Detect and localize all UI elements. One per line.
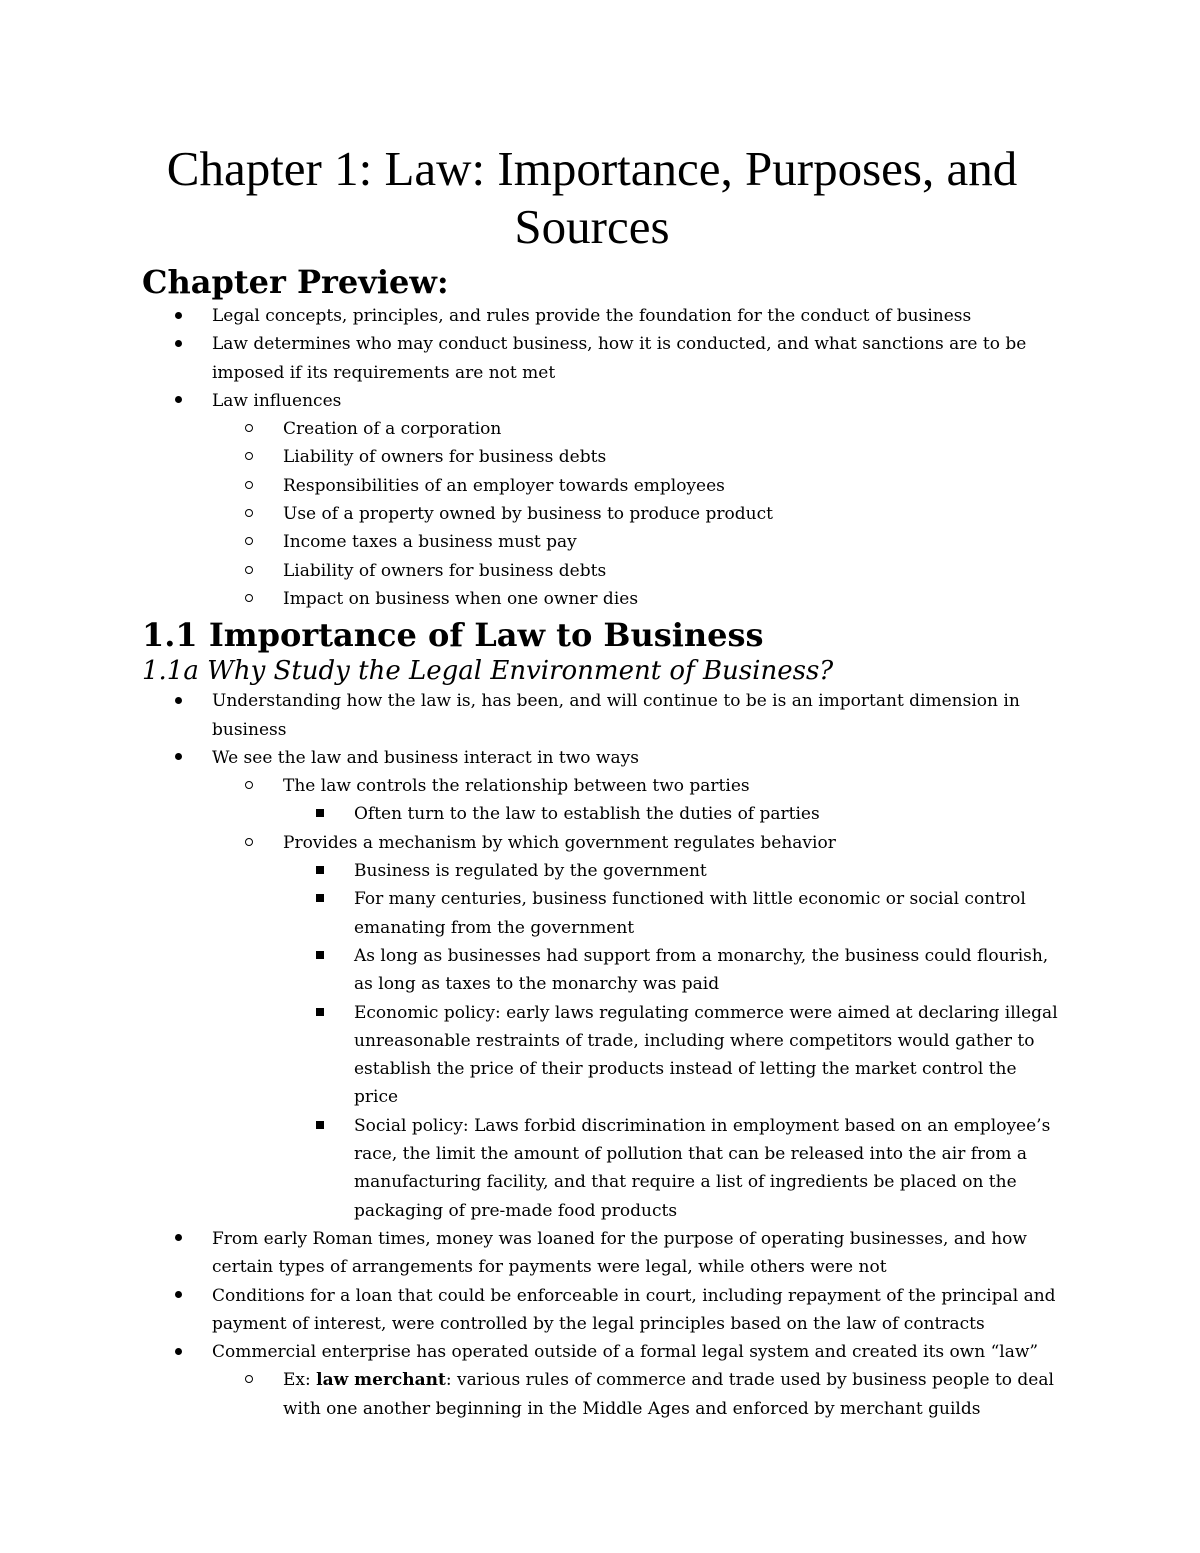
list-item — [142, 1112, 1062, 1225]
list-item-text: Law determines who may conduct business, how it is conducted, and what sanctions are to be imposed if its requirements are not met — [212, 334, 1027, 383]
list-item-text: Liability of owners for business debts — [283, 447, 607, 468]
bullet-ring-icon — [239, 500, 259, 528]
list-item — [142, 687, 1062, 744]
list-item-text: We see the law and business interact in two ways — [212, 747, 639, 768]
bullet-square-icon — [310, 885, 330, 913]
bullet-square-icon — [310, 857, 330, 885]
subsection-heading: 1.1a Why Study the Legal Environment of Business? — [142, 656, 834, 687]
list-item-text: As long as businesses had support from a monarchy, the business could flourish, as long as taxes to the monarchy was paid — [354, 945, 1049, 995]
bullet-dot-icon — [168, 1282, 188, 1310]
list-item — [142, 885, 1062, 942]
bullet-dot-icon — [168, 387, 188, 415]
list-item — [142, 829, 1062, 857]
list-item — [142, 415, 1062, 443]
list-item — [142, 857, 1062, 885]
list-item — [142, 557, 1062, 585]
bullet-ring-icon — [239, 443, 259, 471]
list-item — [142, 1225, 1062, 1282]
bullet-dot-icon — [168, 1225, 188, 1253]
list-item-text: Legal concepts, principles, and rules provide the foundation for the conduct of business — [212, 306, 972, 326]
bullet-ring-icon — [239, 772, 259, 800]
list-item — [142, 744, 1062, 772]
section-list — [142, 687, 1062, 1423]
title-line-2: Sources — [514, 199, 670, 254]
bullet-ring-icon — [239, 415, 259, 443]
list-item-text: Use of a property owned by business to produce product — [283, 504, 773, 525]
list-item — [142, 800, 1062, 828]
bullet-square-icon — [310, 1112, 330, 1140]
list-item — [142, 472, 1062, 500]
bullet-ring-icon — [239, 557, 259, 585]
bullet-dot-icon — [168, 330, 188, 358]
list-item-text: From early Roman times, money was loaned for the purpose of operating businesses, and how certain types of arrangements for payments were legal, while others were not — [212, 1228, 1027, 1278]
list-item — [142, 942, 1062, 999]
bullet-dot-icon — [168, 744, 188, 772]
list-item — [142, 585, 1062, 613]
bullet-dot-icon — [168, 302, 188, 330]
list-item-text: Law influences — [212, 390, 342, 411]
list-item-text: Social policy: Laws forbid discrimination in employment based on an employee’s race, the limit the amount of pollution that can be released into the air from a manufacturing facility, and that require a list of ingredients be placed on the packaging of pre-made food products — [354, 1115, 1051, 1221]
list-item — [142, 443, 1062, 471]
list-item — [142, 387, 1062, 415]
list-item — [142, 302, 1062, 330]
list-item-text: Commercial enterprise has operated outside of a formal legal system and created its own “law” — [212, 1342, 1039, 1363]
bullet-square-icon — [310, 942, 330, 970]
list-item — [142, 500, 1062, 528]
list-item-text: Responsibilities of an employer towards employees — [283, 475, 725, 496]
bullet-dot-icon — [168, 687, 188, 715]
bullet-square-icon — [310, 800, 330, 828]
list-item-text: Liability of owners for business debts — [283, 560, 607, 581]
bullet-ring-icon — [239, 472, 259, 500]
list-item-text: Business is regulated by the government — [354, 861, 707, 882]
list-item — [142, 999, 1062, 1112]
list-item-text: Impact on business when one owner dies — [283, 588, 639, 609]
bullet-ring-icon — [239, 829, 259, 857]
law-merchant-definition: : various rules of commerce and trade used by business people to deal with one another beginning in the Middle Ages and enforced by merchant guilds — [283, 1370, 1054, 1419]
list-item-text: Provides a mechanism by which government regulates behavior — [283, 832, 836, 853]
list-item-text: Creation of a corporation — [283, 419, 502, 440]
section-heading: 1.1 Importance of Law to Business — [142, 616, 764, 655]
chapter-preview-list — [142, 302, 1062, 613]
list-item-text: For many centuries, business functioned with little economic or social control emanating from the government — [354, 889, 1026, 938]
list-item — [142, 528, 1062, 556]
list-item-text: Economic policy: early laws regulating commerce were aimed at declaring illegal unreasonable restraints of trade, including where competitors would gather to establish the price of their products instead of letting the market control the price — [354, 1002, 1058, 1108]
list-item-text: The law controls the relationship between two parties — [283, 776, 750, 797]
bullet-ring-icon — [239, 528, 259, 556]
list-item-text: Conditions for a loan that could be enforceable in court, including repayment of the principal and payment of interest, were controlled by the legal principles based on the law of contracts — [212, 1285, 1056, 1334]
list-item — [142, 1282, 1062, 1339]
list-item — [142, 772, 1062, 800]
list-item — [142, 1338, 1062, 1366]
bullet-ring-icon — [239, 585, 259, 613]
example-prefix: Ex: — [283, 1370, 317, 1391]
list-item-text: Understanding how the law is, has been, and will continue to be is an important dimension in business — [212, 691, 1020, 740]
law-merchant-term: law merchant — [316, 1370, 446, 1391]
list-item-text — [283, 1370, 1054, 1418]
list-item — [142, 330, 1062, 387]
title-line-1: Chapter 1: Law: Importance, Purposes, and — [166, 141, 1018, 196]
list-item-text: Income taxes a business must pay — [283, 532, 577, 553]
bullet-ring-icon — [239, 1366, 259, 1394]
bullet-dot-icon — [168, 1338, 188, 1366]
chapter-preview-heading: Chapter Preview: — [142, 263, 449, 301]
document-page — [142, 140, 1062, 1423]
list-item-text: Often turn to the law to establish the duties of parties — [354, 804, 820, 825]
bullet-square-icon — [310, 999, 330, 1027]
list-item — [142, 1366, 1062, 1423]
document-title — [132, 140, 1052, 256]
